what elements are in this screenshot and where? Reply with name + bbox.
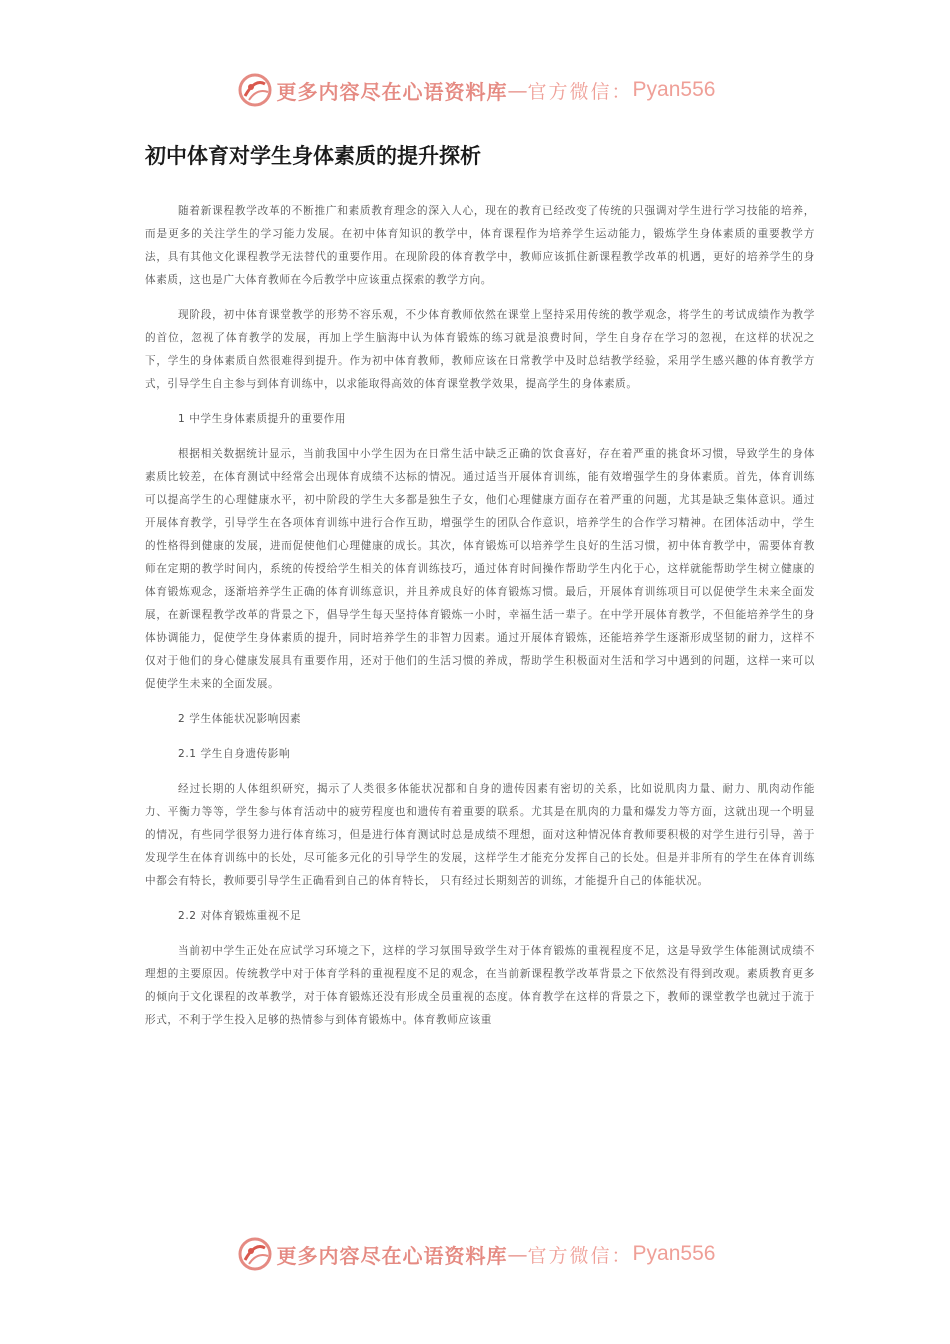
- watermark-sub-text: 官方微信：: [527, 80, 633, 103]
- section-heading-2: 2 学生体能状况影响因素: [178, 713, 302, 725]
- paragraph-importance: 根据相关数据统计显示，当前我国中小学生因为在日常生活中缺乏正确的饮食喜好，存在着严重的挑食坏习惯，导致学生的身体素质比较差，在体育测试中经常会出现体育成绩不达标的情况。通过适当开展体育训练，能有效增强学生的身体素质。首先，体育训练可以提高学生的心理健康水平，初中阶段的学生大多都是独生子女，他们心理健康方面存在着严重的问题，尤其是缺乏集体意识。通过开展体育教学，引导学生在各项体育训练中进行合作互助，增强学生的团队合作意识，培养学生的合作学习精神。在团体活动中，学生的性格得到健康的发展，进而促使他们心理健康的成长。其次，体育锻炼可以培养学生良好的生活习惯，初中体育教学中，需要体育教师在定期的教学时间内，系统的传授给学生相关的体育训练技巧，通过体育时间操作帮助学生内化于心，这样就能帮助学生树立健康的体育锻炼观念，逐渐培养学生正确的体育训练意识，并且养成良好的体育锻炼习惯。最后，开展体育训练项目可以促使学生未来全面发展，在新课程教学改革的背景之下，倡导学生每天坚持体育锻炼一小时，幸福生活一辈子。在中学开展体育教学，不但能培养学生的身体协调能力，促使学生身体素质的提升，同时培养学生的非智力因素。通过开展体育锻炼，还能培养学生逐渐形成坚韧的耐力，这样不仅对于他们的身心健康发展具有重要作用，还对于他们的生活习惯的养成，帮助学生积极面对生活和学习中遇到的问题，这样一来可以促使学生未来的全面发展。: [145, 448, 815, 690]
- watermark-main-text: 更多内容尽在心语资料库: [276, 1243, 508, 1268]
- watermark-separator: —: [507, 1242, 528, 1266]
- watermark-logo-icon: [235, 1234, 275, 1274]
- paragraph-current-situation: 现阶段，初中体育课堂教学的形势不容乐观，不少体育教师依然在课堂上坚持采用传统的教学观念，将学生的考试成绩作为教学的首位，忽视了体育教学的发展，再加上学生脑海中认为体育锻炼的练习就是浪费时间，学生自身存在学习的忽视，在这样的状况之下，学生的身体素质自然很难得到提升。作为初中体育教师，教师应该在日常教学中及时总结教学经验，采用学生感兴趣的体育教学方式，引导学生自主参与到体育训练中，以求能取得高效的体育课堂教学效果，提高学生的身体素质。: [145, 309, 815, 390]
- watermark-main-text: 更多内容尽在心语资料库: [276, 79, 508, 104]
- watermark-wechat-id: Pyan556: [632, 1242, 716, 1265]
- paragraph-genetics: 经过长期的人体组织研究，揭示了人类很多体能状况都和自身的遗传因素有密切的关系，比如说肌肉力量、耐力、肌肉动作能力、平衡力等等，学生参与体育活动中的疲劳程度也和遗传有着重要的联系。尤其是在肌肉的力量和爆发力等方面，这就出现一个明显的情况，有些同学很努力进行体育练习，但是进行体育测试时总是成绩不理想，面对这种情况体育教师要积极的对学生进行引导，善于发现学生在体育训练中的长处，尽可能多元化的引导学生的发展，这样学生才能充分发挥自己的长处。但是并非所有的学生在体育训练中都会有特长，教师要引导学生正确看到自己的体育特长， 只有经过长期刻苦的训练，才能提升自己的体能状况。: [145, 783, 815, 887]
- article-body: [145, 140, 815, 1044]
- watermark-banner-bottom: [0, 1232, 950, 1276]
- watermark-wechat-id: Pyan556: [632, 78, 716, 101]
- paragraph-intro: 随着新课程教学改革的不断推广和素质教育理念的深入人心，现在的教育已经改变了传统的只强调对学生进行学习技能的培养，而是更多的关注学生的学习能力发展。在初中体育知识的教学中，体育课程作为培养学生运动能力，锻炼学生身体素质的重要教学方法，具有其他文化课程教学无法替代的重要作用。在现阶段的体育教学中，教师应该抓住新课程教学改革的机遇，更好的培养学生的身体素质，这也是广大体育教师在今后教学中应该重点探索的教学方向。: [145, 205, 815, 286]
- section-heading-1: 1 中学生身体素质提升的重要作用: [178, 413, 347, 425]
- paragraph-insufficient-attention: 当前初中学生正处在应试学习环境之下，这样的学习氛围导致学生对于体育锻炼的重视程度不足，这是导致学生体能测试成绩不理想的主要原因。传统教学中对于体育学科的重视程度不足的观念，在当前新课程教学改革背景之下依然没有得到改观。素质教育更多的倾向于文化课程的改革教学，对于体育锻炼还没有形成全员重视的态度。体育教学在这样的背景之下，教师的课堂教学也就过于流于形式，不利于学生投入足够的热情参与到体育锻炼中。体育教师应该重: [145, 945, 815, 1026]
- watermark-separator: —: [507, 78, 528, 102]
- watermark-logo-icon: [235, 70, 275, 110]
- article-title: 初中体育对学生身体素质的提升探析: [145, 144, 481, 168]
- watermark-sub-text: 官方微信：: [527, 1244, 633, 1267]
- section-heading-2-2: 2.2 对体育锻炼重视不足: [178, 910, 302, 922]
- section-heading-2-1: 2.1 学生自身遗传影响: [178, 748, 291, 760]
- watermark-banner-top: [0, 68, 950, 112]
